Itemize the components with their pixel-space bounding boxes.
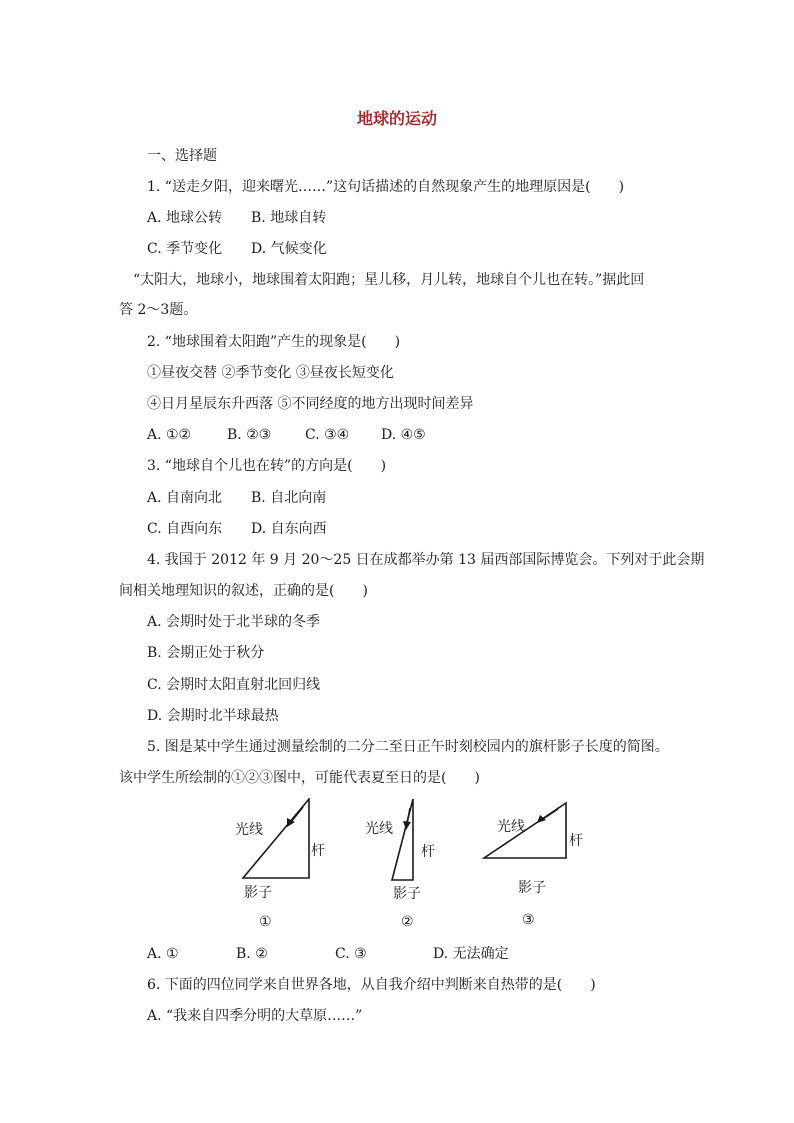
question-2-items-1: ①昼夜交替 ②季节变化 ③昼夜长短变化 xyxy=(147,365,394,381)
question-4-option-c: C. 会期时太阳直射北回归线 xyxy=(147,677,321,693)
question-1-options-ab xyxy=(147,208,326,228)
document-title: 地球的运动 xyxy=(356,109,437,128)
light-label-1: 光线 xyxy=(235,822,263,838)
option-d: D. ④⑤ xyxy=(381,427,426,443)
option-b: B. 自北向南 xyxy=(251,490,327,506)
section-heading: 一、选择题 xyxy=(147,148,217,164)
light-arrow-1 xyxy=(291,807,303,822)
question-5-stem-line-2: 该中学生所绘制的①②③图中，可能代表夏至日的是( ) xyxy=(119,770,480,786)
question-3-options-cd xyxy=(147,519,327,539)
option-b: B. ②③ xyxy=(227,427,272,443)
question-5-stem-line-1: 5. 图是某中学生通过测量绘制的二分二至日正午时刻校园内的旗杆影子长度的简图。 xyxy=(147,739,669,755)
question-5-options xyxy=(147,944,509,964)
option-d: D. 自东向西 xyxy=(251,521,327,537)
question-2-items-2: ④日月星辰东升西落 ⑤不同经度的地方出现时间差异 xyxy=(147,396,474,412)
figure-number-1: ① xyxy=(259,914,272,930)
question-6-stem: 6. 下面的四位同学来自世界各地，从自我介绍中判断来自热带的是( ) xyxy=(147,977,596,993)
question-6-option-a: A. “我来自四季分明的大草原……” xyxy=(147,1008,363,1024)
option-c: C. 季节变化 xyxy=(147,241,223,257)
option-b: B. 地球自转 xyxy=(251,210,327,226)
option-b: B. ② xyxy=(236,946,268,962)
shadow-label-2: 影子 xyxy=(393,886,421,902)
option-a: A. ①② xyxy=(147,427,192,443)
option-c: C. ③ xyxy=(335,946,367,962)
passage-line-1: “太阳大，地球小，地球围着太阳跑；星儿移，月儿转，地球自个儿也在转。”据此回 xyxy=(133,272,645,288)
light-label-3: 光线 xyxy=(497,819,525,835)
question-1-options-cd xyxy=(147,239,327,259)
pole-label-2: 杆 xyxy=(421,844,435,860)
figure-number-3: ③ xyxy=(522,912,535,928)
arrow-head-3 xyxy=(537,815,546,823)
question-3-stem: 3. “地球自个儿也在转”的方向是( ) xyxy=(147,458,387,474)
option-a: A. ① xyxy=(147,946,179,962)
question-4-option-b: B. 会期正处于秋分 xyxy=(147,645,265,661)
figure-number-2: ② xyxy=(401,914,414,930)
light-label-2: 光线 xyxy=(365,821,393,837)
shadow-diagram xyxy=(225,798,595,933)
question-1-stem: 1. “送走夕阳，迎来曙光……”这句话描述的自然现象产生的地理原因是( ) xyxy=(147,179,625,195)
pole-label-1: 杆 xyxy=(311,843,325,859)
option-a: A. 自南向北 xyxy=(147,490,223,506)
option-c: C. 自西向东 xyxy=(147,521,223,537)
question-4-stem-line-2: 间相关地理知识的叙述，正确的是( ) xyxy=(119,583,368,599)
option-d: D. 气候变化 xyxy=(251,241,327,257)
option-c: C. ③④ xyxy=(305,427,350,443)
arrow-head-2 xyxy=(403,821,411,830)
light-arrow-3 xyxy=(543,809,558,819)
question-2-options xyxy=(147,425,426,445)
question-2-stem: 2. “地球围着太阳跑”产生的现象是( ) xyxy=(147,334,401,350)
question-3-options-ab xyxy=(147,488,326,508)
question-4-option-a: A. 会期时处于北半球的冬季 xyxy=(147,614,321,630)
pole-label-3: 杆 xyxy=(569,833,583,849)
question-4-stem-line-1: 4. 我国于 2012 年 9 月 20～25 日在成都举办第 13 届西部国际博览会。下列对于此会期 xyxy=(147,552,705,568)
option-a: A. 地球公转 xyxy=(147,210,223,226)
passage-line-2: 答 2～3题。 xyxy=(119,302,198,318)
shadow-label-1: 影子 xyxy=(244,885,272,901)
question-4-option-d: D. 会期时北半球最热 xyxy=(147,708,279,724)
shadow-label-3: 影子 xyxy=(518,880,546,896)
option-d: D. 无法确定 xyxy=(433,946,509,962)
